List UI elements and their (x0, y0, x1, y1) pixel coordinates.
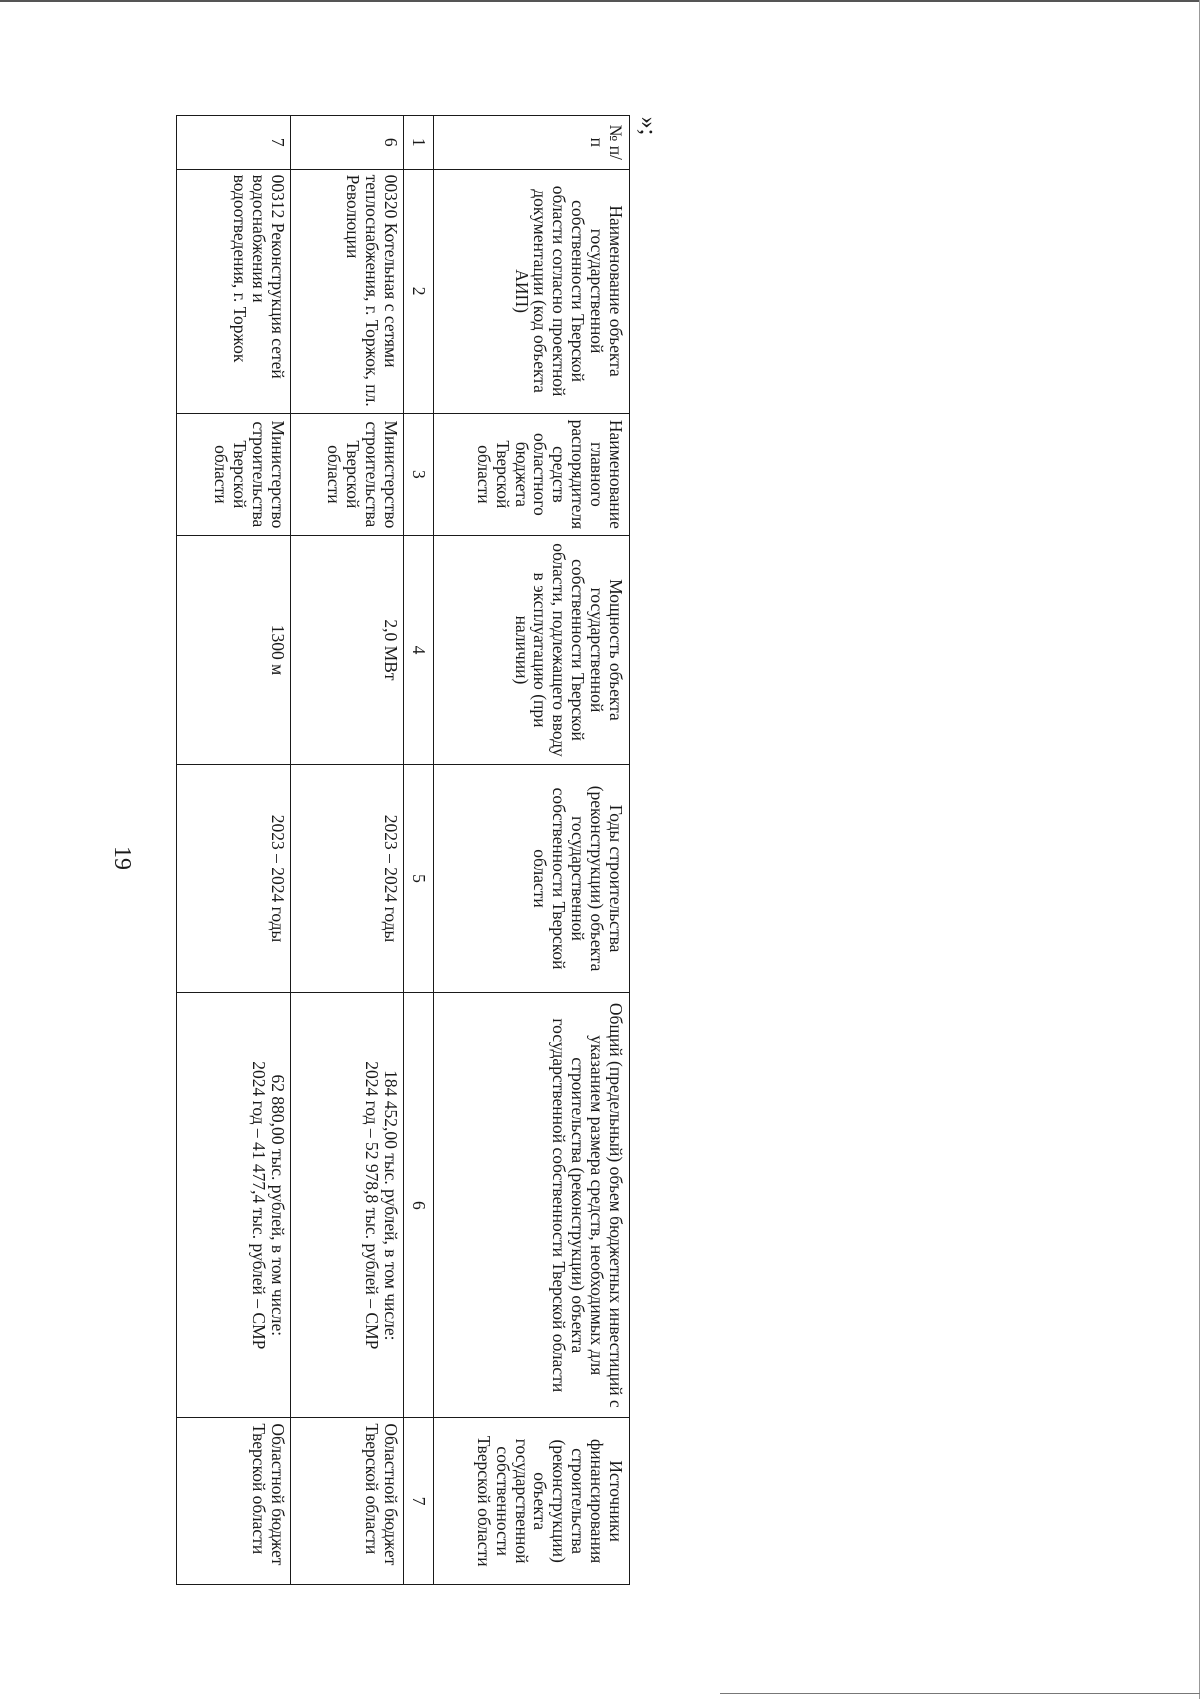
row-number: 6 (290, 116, 404, 170)
column-number: 2 (404, 169, 434, 413)
closing-quote-mark: »; (635, 116, 661, 136)
investment-total: 184 452,00 тыс. рублей, в том числе: (381, 1070, 402, 1341)
construction-years: 2023 – 2024 годы (290, 764, 404, 993)
ministry-name: Министерство строительства Тверской области (177, 413, 291, 536)
object-name: 00320 Котельная с сетями теплоснабжения, г. Торжок, пл. Революции (290, 169, 404, 413)
page-number: 19 (109, 846, 135, 870)
column-number-row (404, 116, 434, 1585)
page-edge-bottom (720, 1693, 1200, 1694)
header-cell-years: Годы строительства (реконструкции) объекта государственной собственности Тверской области (434, 764, 630, 993)
funding-source: Областной бюджет Тверской области (177, 1418, 291, 1585)
table-header-row (434, 116, 630, 1585)
table-row (290, 116, 404, 1585)
funding-source: Областной бюджет Тверской области (290, 1418, 404, 1585)
header-cell-source: Источники финансирования строительства (реконструкции) объекта государственной собственности Тверской области (434, 1418, 630, 1585)
capacity-value: 2,0 МВт (290, 536, 404, 765)
object-name: 00312 Реконструкция сетей водоснабжения и водоотведения, г. Торжок (177, 169, 291, 413)
construction-years: 2023 – 2024 годы (177, 764, 291, 993)
table-row (177, 116, 291, 1585)
ministry-name: Министерство строительства Тверской области (290, 413, 404, 536)
column-number: 5 (404, 764, 434, 993)
page-edge-top (0, 0, 1200, 2)
header-cell-investment: Общий (предельный) объем бюджетных инвестиций с указанием размера средств, необходимых для строительства (реконструкции) объекта государственной собственности Тверской области (434, 993, 630, 1418)
investment-amount (177, 993, 291, 1418)
column-number: 7 (404, 1418, 434, 1585)
investment-table-container (176, 115, 630, 1585)
column-number: 4 (404, 536, 434, 765)
investment-year-detail: 2024 год – 41 477,4 тыс. рублей – СМР (248, 1061, 269, 1350)
header-cell-ministry: Наименование главного распорядителя средств областного бюджета Тверской области (434, 413, 630, 536)
investment-table (176, 115, 630, 1585)
investment-amount (290, 993, 404, 1418)
column-number: 3 (404, 413, 434, 536)
header-cell-object-name: Наименование объекта государственной собственности Тверской области согласно проектной документации (код объекта АИП) (434, 169, 630, 413)
investment-total: 62 880,00 тыс. рублей, в том числе: (267, 1074, 288, 1337)
row-number: 7 (177, 116, 291, 170)
header-cell-number: № п/п (434, 116, 630, 170)
capacity-value: 1300 м (177, 536, 291, 765)
investment-year-detail: 2024 год – 52 978,8 тыс. рублей – СМР (362, 1061, 383, 1350)
column-number: 6 (404, 993, 434, 1418)
header-cell-capacity: Мощность объекта государственной собственности Тверской области, подлежащего вводу в эксплуатацию (при наличии) (434, 536, 630, 765)
column-number: 1 (404, 116, 434, 170)
